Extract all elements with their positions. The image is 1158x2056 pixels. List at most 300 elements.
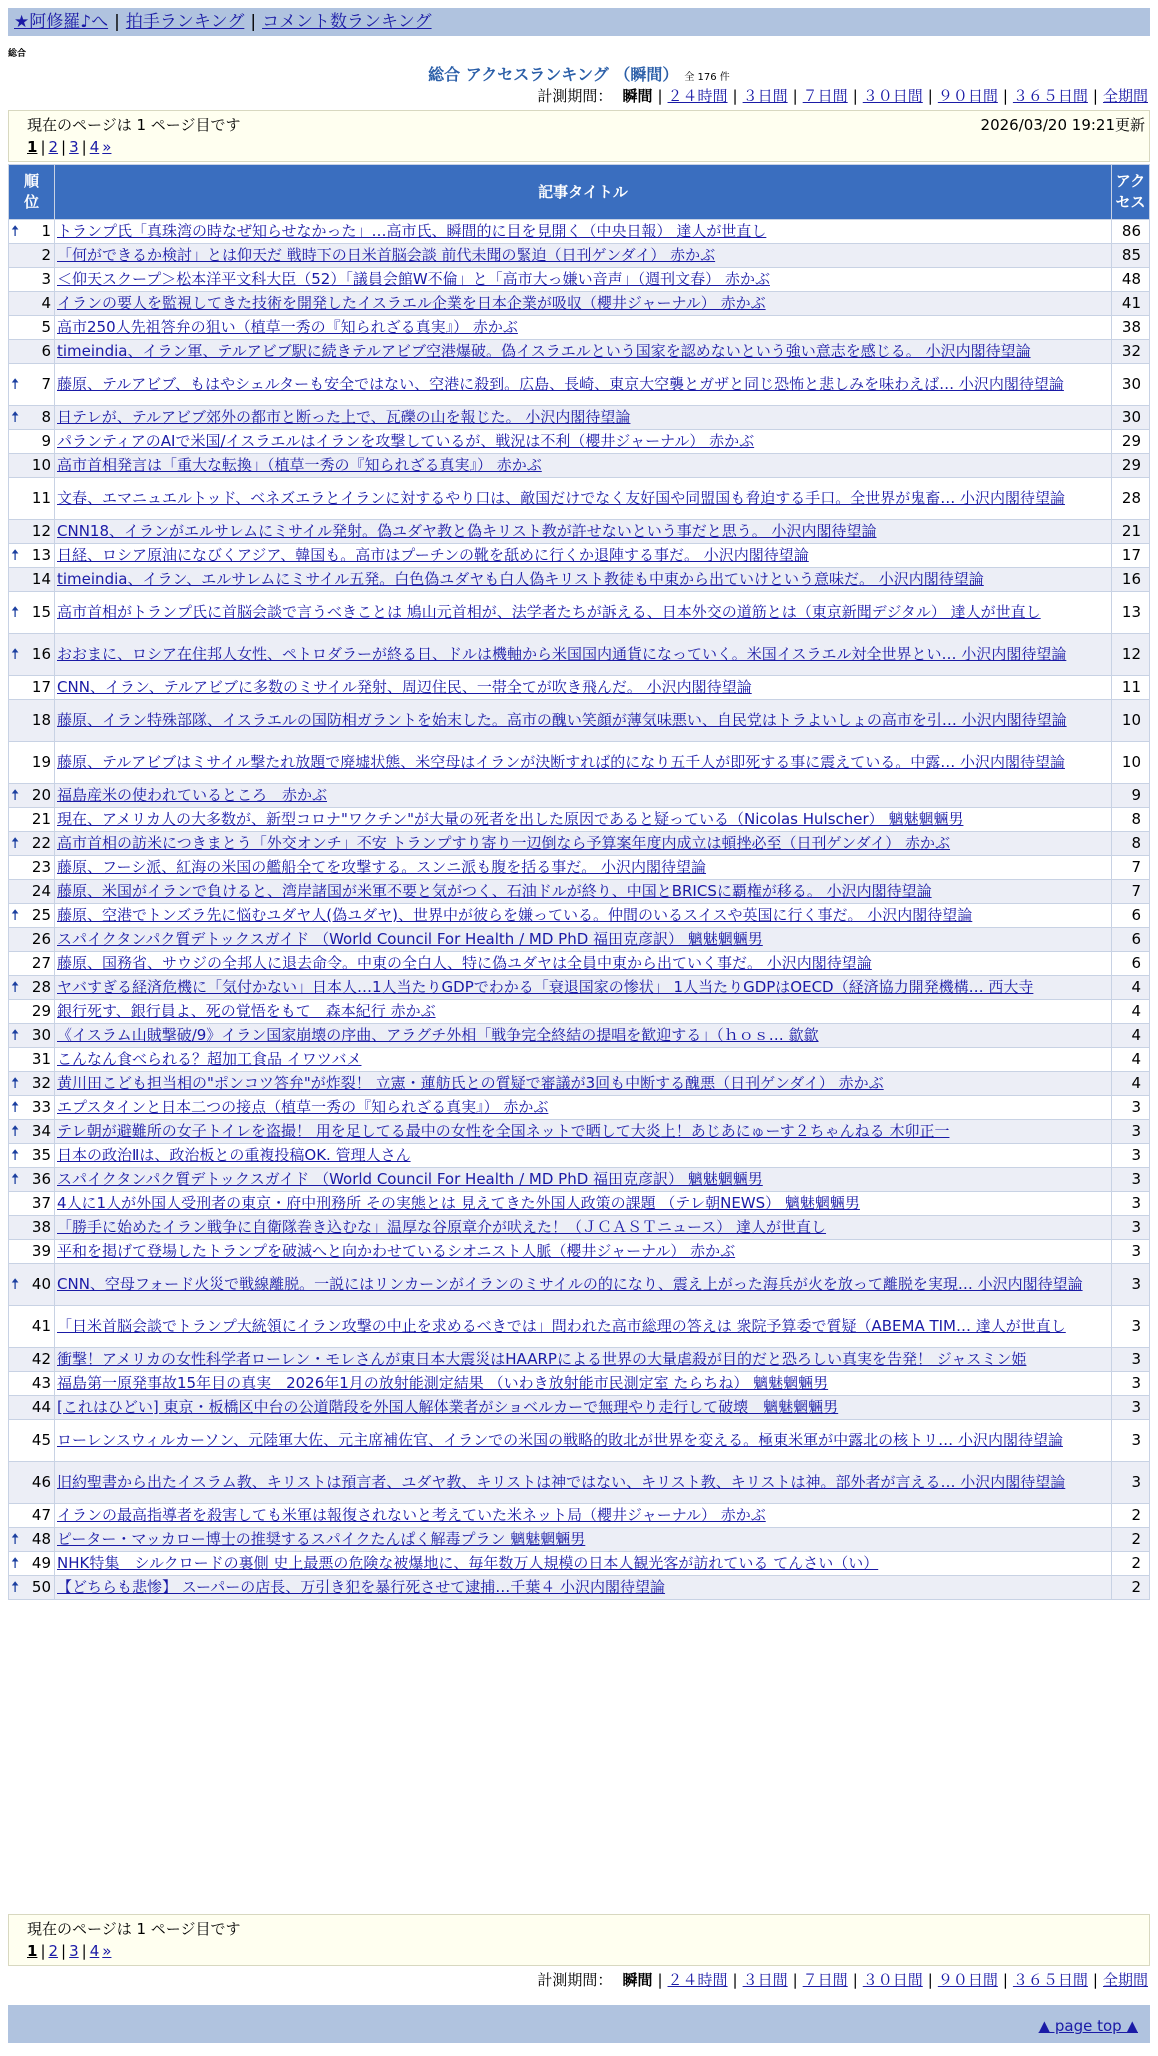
title-cell — [55, 904, 1112, 928]
rank-number: 22 — [31, 834, 51, 852]
rank-cell — [9, 1420, 55, 1462]
article-title-link[interactable]: 4人に1人が外国人受刑者の東京・府中刑務所 その実態とは 見えてきた外国人政策の課題 （テレ朝NEWS） 魑魅魍魎男 — [57, 1194, 860, 1212]
article-title-link[interactable]: 「何ができるか検討」とは仰天だ 戦時下の日米首脳会談 前代未聞の緊迫（日刊ゲンダイ） 赤かぶ — [57, 246, 716, 264]
top-nav-bar — [8, 8, 1150, 36]
rank-number: 2 — [41, 246, 51, 264]
access-count: 10 — [1112, 742, 1150, 784]
access-count: 29 — [1112, 454, 1150, 478]
article-title-link[interactable]: 藤原、フーシ派、紅海の米国の艦船全てを攻撃する。スンニ派も腹を括る事だ。 小沢内閣待望論 — [57, 858, 707, 876]
article-title-link[interactable]: 福島産米の使われているところ 赤かぶ — [57, 786, 328, 804]
article-title-link[interactable]: CNN、イラン、テルアビブに多数のミサイル発射、周辺住民、一帯全てが吹き飛んだ。 小沢内閣待望論 — [57, 678, 752, 696]
rank-number: 32 — [31, 1074, 51, 1092]
article-title-link[interactable]: 高市首相の訪米につきまとう「外交オンチ」不安 トランプすり寄り一辺倒なら予算案年度内成立は頓挫必至（日刊ゲンダイ） 赤かぶ — [57, 834, 951, 852]
pager-current-page: 1 — [27, 138, 38, 156]
article-title-link[interactable]: 黄川田こども担当相の"ポンコツ答弁"が炸裂！ 立憲・蓮舫氏との質疑で審議が3回も中断する醜悪（日刊ゲンダイ） 赤かぶ — [57, 1074, 884, 1092]
period-label: 計測期間： — [537, 1971, 613, 1989]
ranking-row — [9, 1306, 1150, 1348]
title-cell — [55, 1372, 1112, 1396]
col-rank-header: 順位 — [9, 165, 55, 220]
rank-number: 33 — [31, 1098, 51, 1116]
rank-number: 15 — [31, 603, 51, 621]
period-label: 計測期間： — [537, 87, 613, 105]
pager-page-link[interactable]: 4 — [89, 1942, 100, 1960]
ranking-row — [9, 430, 1150, 454]
article-title-link[interactable]: timeindia、イラン、エルサレムにミサイル五発。白色偽ユダヤも白人偽キリスト教徒も中東から出ていけという意味だ。 小沢内閣待望論 — [57, 570, 984, 588]
rank-number: 39 — [31, 1242, 51, 1260]
rank-number: 6 — [41, 342, 51, 360]
ranking-row — [9, 1264, 1150, 1306]
ranking-row — [9, 634, 1150, 676]
rank-cell — [9, 1372, 55, 1396]
article-title-link[interactable]: 文春、エマニュエルトッド、ベネズエラとイランに対するやり口は、敵国だけでなく友好国や同盟国も脅迫する手口。全世界が鬼畜… 小沢内閣待望論 — [57, 489, 1065, 507]
ranking-row — [9, 364, 1150, 406]
updated-timestamp: 2026/03/20 19:21更新 — [980, 116, 1145, 134]
rank-number: 20 — [31, 786, 51, 804]
access-count: 29 — [1112, 430, 1150, 454]
period-link[interactable]: ３０日間 — [862, 87, 923, 105]
rank-number: 23 — [31, 858, 51, 876]
ranking-row — [9, 1048, 1150, 1072]
ranking-row — [9, 1144, 1150, 1168]
access-count: 2 — [1112, 1552, 1150, 1576]
title-cell — [55, 244, 1112, 268]
rank-number: 24 — [31, 882, 51, 900]
access-count: 6 — [1112, 904, 1150, 928]
pager-next-link[interactable]: » — [102, 1942, 112, 1960]
period-link[interactable]: ２４時間 — [667, 1971, 728, 1989]
period-separator: | — [927, 1971, 933, 1989]
rank-cell — [9, 520, 55, 544]
rank-number: 37 — [31, 1194, 51, 1212]
rank-up-arrow-icon: 🠅 — [11, 1074, 20, 1092]
rank-cell — [9, 1264, 55, 1306]
ranking-row — [9, 568, 1150, 592]
title-cell — [55, 1306, 1112, 1348]
rank-cell — [9, 1396, 55, 1420]
nav-separator: | — [250, 12, 257, 32]
rank-cell — [9, 928, 55, 952]
period-link[interactable]: ３日間 — [742, 1971, 788, 1989]
title-cell — [55, 856, 1112, 880]
rank-number: 18 — [31, 711, 51, 729]
ranking-row — [9, 928, 1150, 952]
rank-up-arrow-icon: 🠅 — [11, 1098, 20, 1116]
pager-separator: | — [40, 138, 46, 156]
rank-up-arrow-icon: 🠅 — [11, 603, 20, 621]
article-title-link[interactable]: 藤原、テルアビブ、もはやシェルターも安全ではない、空港に殺到。広島、長崎、東京大空襲とガザと同じ恐怖と悲しみを味わえば… 小沢内閣待望論 — [57, 375, 1064, 393]
access-count: 32 — [1112, 340, 1150, 364]
period-link[interactable]: ３日間 — [742, 87, 788, 105]
period-link[interactable]: ２４時間 — [667, 87, 728, 105]
period-separator: | — [732, 1971, 738, 1989]
rank-cell — [9, 406, 55, 430]
rank-cell — [9, 856, 55, 880]
ranking-row — [9, 784, 1150, 808]
ranking-row — [9, 880, 1150, 904]
access-count: 7 — [1112, 856, 1150, 880]
rank-up-arrow-icon: 🠅 — [11, 1530, 20, 1548]
access-count: 8 — [1112, 808, 1150, 832]
rank-number: 46 — [31, 1473, 51, 1491]
article-title-link[interactable]: 《イスラム山賊撃破/9》イラン国家崩壊の序曲、アラグチ外相「戦争完全終結の提唱を歓迎する」（ｈｏｓ… 歙歙 — [57, 1026, 819, 1044]
period-separator: | — [927, 87, 933, 105]
rank-cell — [9, 1216, 55, 1240]
access-count: 30 — [1112, 406, 1150, 430]
article-title-link[interactable]: 「日米首脳会談でトランプ大統領にイラン攻撃の中止を求めるべきでは」問われた高市総理の答えは 衆院予算委で質疑（ABEMA TIM… 達人が世直し — [57, 1317, 1066, 1335]
rank-number: 43 — [31, 1374, 51, 1392]
ranking-row — [9, 1096, 1150, 1120]
access-count: 2 — [1112, 1504, 1150, 1528]
rank-number: 17 — [31, 678, 51, 696]
access-count: 3 — [1112, 1120, 1150, 1144]
ranking-row — [9, 1396, 1150, 1420]
article-title-link[interactable]: パランティアのAIで米国/イスラエルはイランを攻撃しているが、戦況は不利（櫻井ジャーナル） 赤かぶ — [57, 432, 755, 450]
article-title-link[interactable]: スパイクタンパク質デトックスガイド （World Council For Health / MD PhD 福田克彦訳） 魑魅魍魎男 — [57, 930, 763, 948]
rank-cell — [9, 1120, 55, 1144]
rank-up-arrow-icon: 🠅 — [11, 222, 20, 240]
article-title-link[interactable]: ローレンスウィルカーソン、元陸軍大佐、元主席補佐官、イランでの米国の戦略的敗北が世界を変える。極東米軍が中露北の核トリ… 小沢内閣待望論 — [57, 1431, 1063, 1449]
ranking-row — [9, 220, 1150, 244]
article-title-link[interactable]: トランプ氏「真珠湾の時なぜ知らせなかった」…高市氏、瞬間的に目を見開く（中央日報） 達人が世直し — [57, 222, 767, 240]
article-title-link[interactable]: 日テレが、テルアビブ郊外の都市と断った上で、瓦礫の山を報じた。 小沢内閣待望論 — [57, 408, 631, 426]
pager-page-link[interactable]: 2 — [48, 1942, 59, 1960]
title-cell — [55, 1264, 1112, 1306]
period-selector-top — [537, 85, 1150, 106]
article-title-link[interactable]: 福島第一原発事故15年目の真実 2026年1月の放射能測定結果 （いわき放射能市民測定室 たらちね） 魑魅魍魎男 — [57, 1374, 829, 1392]
period-link[interactable]: ７日間 — [802, 1971, 848, 1989]
rank-cell — [9, 1192, 55, 1216]
rank-up-arrow-icon: 🠅 — [11, 834, 20, 852]
ranking-row — [9, 454, 1150, 478]
rank-number: 7 — [41, 375, 51, 393]
ranking-row — [9, 544, 1150, 568]
period-link[interactable]: ９０日間 — [937, 87, 998, 105]
article-title-link[interactable]: 藤原、テルアビブはミサイル撃たれ放題で廃墟状態、米空母はイランが決断すれば的になり五千人が即死する事に震えている。中露… 小沢内閣待望論 — [57, 753, 1065, 771]
article-title-link[interactable]: エプスタインと日本二つの接点（植草一秀の『知られざる真実』） 赤かぶ — [57, 1098, 549, 1116]
pager-page-link[interactable]: 2 — [48, 138, 59, 156]
access-count: 38 — [1112, 316, 1150, 340]
ranking-row — [9, 1420, 1150, 1462]
ranking-row — [9, 1240, 1150, 1264]
article-title-link[interactable]: CNN、空母フォード火災で戦線離脱。一説にはリンカーンがイランのミサイルの的になり、震え上がった海兵が火を放って離脱を実現… 小沢内閣待望論 — [57, 1275, 1083, 1293]
article-title-link[interactable]: 高市首相発言は「重大な転換」（植草一秀の『知られざる真実』） 赤かぶ — [57, 456, 542, 474]
title-cell — [55, 676, 1112, 700]
ranking-row — [9, 1462, 1150, 1504]
rank-up-arrow-icon: 🠅 — [11, 1122, 20, 1140]
page-top-link[interactable]: ▲ page top ▲ — [1038, 2017, 1138, 2035]
period-link[interactable]: 全期間 — [1102, 87, 1148, 105]
rank-number: 50 — [31, 1578, 51, 1596]
access-count: 6 — [1112, 952, 1150, 976]
title-cell — [55, 544, 1112, 568]
title-cell — [55, 1420, 1112, 1462]
title-cell — [55, 1096, 1112, 1120]
title-cell — [55, 1024, 1112, 1048]
ranking-row — [9, 340, 1150, 364]
access-count: 4 — [1112, 976, 1150, 1000]
pager-page-link[interactable]: 4 — [89, 138, 100, 156]
rank-number: 48 — [31, 1530, 51, 1548]
ranking-row — [9, 676, 1150, 700]
title-cell — [55, 430, 1112, 454]
title-cell — [55, 784, 1112, 808]
rank-number: 3 — [41, 270, 51, 288]
ranking-row — [9, 808, 1150, 832]
ranking-row — [9, 832, 1150, 856]
nav-separator: | — [114, 12, 120, 32]
rank-number: 42 — [31, 1350, 51, 1368]
article-title-link[interactable]: 平和を掲げて登場したトランプを破滅へと向かわせているシオニスト人脈（櫻井ジャーナル） 赤かぶ — [57, 1242, 736, 1260]
pager-page-link[interactable]: 3 — [69, 1942, 79, 1960]
article-title-link[interactable]: [これはひどい] 東京・板橋区中台の公道階段を外国人解体業者がショベルカーで無理やり走行して破壊 魑魅魍魎男 — [57, 1398, 839, 1416]
page-status-box-bottom — [8, 1914, 1150, 1966]
rank-number: 12 — [31, 522, 51, 540]
article-title-link[interactable]: ＜仰天スクープ＞松本洋平文科大臣（52）「議員会館W不倫」と「高市大っ嫌い音声」（週刊文春） 赤かぶ — [57, 270, 770, 288]
article-title-link[interactable]: イランの最高指導者を殺害しても米軍は報復されないと考えていた米ネット局（櫻井ジャーナル） 赤かぶ — [57, 1506, 766, 1524]
rank-up-arrow-icon: 🠅 — [11, 786, 20, 804]
rank-up-arrow-icon: 🠅 — [11, 546, 20, 564]
rank-cell — [9, 544, 55, 568]
title-cell — [55, 364, 1112, 406]
ranking-title-text: 総合 アクセスランキング （瞬間） — [428, 65, 679, 84]
title-cell — [55, 700, 1112, 742]
ranking-row — [9, 1528, 1150, 1552]
access-count: 85 — [1112, 244, 1150, 268]
rank-number: 1 — [41, 222, 51, 240]
title-cell — [55, 268, 1112, 292]
ranking-row — [9, 1372, 1150, 1396]
ranking-row — [9, 1000, 1150, 1024]
rank-up-arrow-icon: 🠅 — [11, 978, 20, 996]
article-title-link[interactable]: 日経、ロシア原油になびくアジア、韓国も。高市はプーチンの靴を舐めに行くか退陣する事だ。 小沢内閣待望論 — [57, 546, 809, 564]
rank-cell — [9, 1462, 55, 1504]
period-separator: | — [657, 87, 663, 105]
period-link[interactable]: ３０日間 — [862, 1971, 923, 1989]
article-title-link[interactable]: 藤原、国務省、サウジの全邦人に退去命令。中東の全白人、特に偽ユダヤは全員中東から出ていく事だ。 小沢内閣待望論 — [57, 954, 872, 972]
title-cell — [55, 592, 1112, 634]
access-count: 2 — [1112, 1576, 1150, 1600]
period-current: 瞬間 — [622, 1971, 653, 1989]
period-separator: | — [732, 87, 738, 105]
article-title-link[interactable]: 「勝手に始めたイラン戦争に自衛隊巻き込むな」温厚な谷原章介が吠えた！（ＪＣＡＳＴニュース） 達人が世直し — [57, 1218, 827, 1236]
access-count: 3 — [1112, 1264, 1150, 1306]
article-title-link[interactable]: 高市首相がトランプ氏に首脳会談で言うべきことは 鳩山元首相が、法学者たちが訴える、日本外交の道筋とは（東京新聞デジタル） 達人が世直し — [57, 603, 1041, 621]
ranking-row — [9, 1120, 1150, 1144]
access-count: 6 — [1112, 928, 1150, 952]
ranking-row — [9, 1348, 1150, 1372]
access-count: 3 — [1112, 1240, 1150, 1264]
nav-home-link[interactable]: ★阿修羅♪へ — [14, 12, 109, 32]
pager-page-link[interactable]: 3 — [69, 138, 79, 156]
title-cell — [55, 1576, 1112, 1600]
access-count: 13 — [1112, 592, 1150, 634]
title-cell — [55, 316, 1112, 340]
rank-up-arrow-icon: 🠅 — [11, 1026, 20, 1044]
rank-cell — [9, 952, 55, 976]
ranking-row — [9, 1216, 1150, 1240]
rank-cell — [9, 316, 55, 340]
article-title-link[interactable]: 現在、アメリカ人の大多数が、新型コロナ"ワクチン"が大量の死者を出した原因であると疑っている（Nicolas Hulscher） 魑魅魍魎男 — [57, 810, 964, 828]
ranking-row — [9, 1072, 1150, 1096]
title-cell — [55, 952, 1112, 976]
rank-up-arrow-icon: 🠅 — [11, 1275, 20, 1293]
rank-cell — [9, 1504, 55, 1528]
title-cell — [55, 1048, 1112, 1072]
title-cell — [55, 808, 1112, 832]
article-title-link[interactable]: NHK特集 シルクロードの裏側 史上最悪の危険な被爆地に、毎年数万人規模の日本人観光客が訪れている てんさい（い） — [57, 1554, 879, 1572]
access-count: 3 — [1112, 1216, 1150, 1240]
article-title-link[interactable]: 藤原、イラン特殊部隊、イスラエルの国防相ガラントを始末した。高市の醜い笑顔が薄気味悪い、自民党はトラよいしょの高市を引… 小沢内閣待望論 — [57, 711, 1067, 729]
rank-cell — [9, 742, 55, 784]
article-title-link[interactable]: 衝撃！アメリカの女性科学者ローレン・モレさんが東日本大震災はHAARPによる世界の大量虐殺が目的だと恐ろしい真実を告発！ ジャスミン姫 — [57, 1350, 1027, 1368]
rank-cell — [9, 454, 55, 478]
rank-cell — [9, 1306, 55, 1348]
article-title-link[interactable]: CNN18、イランがエルサレムにミサイル発射。偽ユダヤ教と偽キリスト教が許せないという事だと思う。 小沢内閣待望論 — [57, 522, 877, 540]
col-access-header: アクセス — [1112, 165, 1150, 220]
rank-number: 16 — [31, 645, 51, 663]
rank-cell — [9, 364, 55, 406]
rank-up-arrow-icon: 🠅 — [11, 906, 20, 924]
article-title-link[interactable]: こんなん食べられる？超加工食品 イワツバメ — [57, 1050, 362, 1068]
access-count: 17 — [1112, 544, 1150, 568]
article-title-link[interactable]: おおまに、ロシア在住邦人女性、ペトロダラーが終る日、ドルは機軸から米国国内通貨になっていく。米国イスラエル対全世界とい… 小沢内閣待望論 — [57, 645, 1067, 663]
title-cell — [55, 520, 1112, 544]
rank-number: 8 — [41, 408, 51, 426]
article-title-link[interactable]: 日本の政治Ⅱは、政治板との重複投稿OK. 管理人さん — [57, 1146, 411, 1164]
rank-cell — [9, 592, 55, 634]
access-count: 3 — [1112, 1144, 1150, 1168]
rank-cell — [9, 676, 55, 700]
article-title-link[interactable]: 高市250人先祖答弁の狙い（植草一秀の『知られざる真実』） 赤かぶ — [57, 318, 518, 336]
ranking-row — [9, 316, 1150, 340]
rank-cell — [9, 1348, 55, 1372]
access-count: 4 — [1112, 1024, 1150, 1048]
col-title-header: 記事タイトル — [55, 165, 1112, 220]
article-title-link[interactable]: 藤原、空港でトンズラ先に悩むユダヤ人(偽ユダヤ)、世界中が彼らを嫌っている。仲間のいるスイスや英国に行く事だ。 小沢内閣待望論 — [57, 906, 973, 924]
rank-number: 36 — [31, 1170, 51, 1188]
ranking-title — [0, 62, 1158, 85]
article-title-link[interactable]: 銀行死す、銀行員よ、死の覚悟をもて 森本紀行 赤かぶ — [57, 1002, 436, 1020]
access-count: 8 — [1112, 832, 1150, 856]
period-link[interactable]: ３６５日間 — [1012, 87, 1088, 105]
access-count: 12 — [1112, 634, 1150, 676]
footer-band — [8, 2005, 1150, 2043]
title-cell — [55, 1144, 1112, 1168]
rank-number: 19 — [31, 753, 51, 771]
rank-number: 31 — [31, 1050, 51, 1068]
article-title-link[interactable]: 藤原、米国がイランで負けると、湾岸諸国が米軍不要と気がつく、石油ドルが終り、中国とBRICSに覇権が移る。 小沢内閣待望論 — [57, 882, 932, 900]
article-title-link[interactable]: 旧約聖書から出たイスラム教、キリストは預言者、ユダヤ教、キリストは神ではない、キリスト教、キリストは神。部外者が言える… 小沢内閣待望論 — [57, 1473, 1066, 1491]
access-count: 7 — [1112, 880, 1150, 904]
rank-cell — [9, 220, 55, 244]
rank-number: 30 — [31, 1026, 51, 1044]
article-title-link[interactable]: ヤバすぎる経済危機に「気付かない」日本人…1人当たりGDPでわかる「衰退国家の惨状」 1人当たりGDPはOECD（経済協力開発機構… 西大寺 — [57, 978, 1034, 996]
period-separator: | — [1092, 1971, 1098, 1989]
period-current: 瞬間 — [622, 87, 653, 105]
ranking-row — [9, 952, 1150, 976]
period-selector-bottom — [537, 1969, 1150, 1990]
access-count: 3 — [1112, 1306, 1150, 1348]
access-count: 3 — [1112, 1420, 1150, 1462]
pager-next-link[interactable]: » — [102, 138, 112, 156]
article-title-link[interactable]: スパイクタンパク質デトックスガイド （World Council For Health / MD PhD 福田克彦訳） 魑魅魍魎男 — [57, 1170, 763, 1188]
article-title-link[interactable]: timeindia、イラン軍、テルアビブ駅に続きテルアビブ空港爆破。偽イスラエルという国家を認めないという強い意志を感じる。 小沢内閣待望論 — [57, 342, 1031, 360]
ranking-row — [9, 478, 1150, 520]
rank-number: 38 — [31, 1218, 51, 1236]
pager-separator: | — [81, 1942, 87, 1960]
rank-number: 28 — [31, 978, 51, 996]
rank-up-arrow-icon: 🠅 — [11, 1578, 20, 1596]
rank-cell — [9, 292, 55, 316]
article-title-link[interactable]: テレ朝が避難所の女子トイレを盗撮！ 用を足してる最中の女性を全国ネットで晒して大炎上！あじあにゅーす２ちゃんねる 木卯正一 — [57, 1122, 950, 1140]
rank-number: 44 — [31, 1398, 51, 1416]
article-title-link[interactable]: ピーター・マッカロー博士の推奨するスパイクたんぱく解毒プラン 魑魅魍魎男 — [57, 1530, 586, 1548]
rank-up-arrow-icon: 🠅 — [11, 375, 20, 393]
title-cell — [55, 1192, 1112, 1216]
pager-separator: | — [40, 1942, 46, 1960]
rank-number: 29 — [31, 1002, 51, 1020]
access-count: 48 — [1112, 268, 1150, 292]
access-count: 28 — [1112, 478, 1150, 520]
article-title-link[interactable]: イランの要人を監視してきた技術を開発したイスラエル企業を日本企業が吸収（櫻井ジャーナル） 赤かぶ — [57, 294, 766, 312]
title-cell — [55, 928, 1112, 952]
access-count: 16 — [1112, 568, 1150, 592]
access-count: 86 — [1112, 220, 1150, 244]
pager-top — [27, 138, 114, 156]
ranking-row — [9, 292, 1150, 316]
rank-up-arrow-icon: 🠅 — [11, 645, 20, 663]
rank-cell — [9, 568, 55, 592]
rank-number: 21 — [31, 810, 51, 828]
rank-number: 40 — [31, 1275, 51, 1293]
period-link[interactable]: ９０日間 — [937, 1971, 998, 1989]
access-count: 2 — [1112, 1528, 1150, 1552]
ranking-row — [9, 1168, 1150, 1192]
title-cell — [55, 1504, 1112, 1528]
article-title-link[interactable]: 【どちらも悲惨】 スーパーの店長、万引き犯を暴行死させて逮捕…千葉４ 小沢内閣待望論 — [57, 1578, 666, 1596]
pager-separator: | — [61, 138, 67, 156]
ranking-row — [9, 1576, 1150, 1600]
period-separator: | — [852, 1971, 858, 1989]
rank-cell — [9, 1144, 55, 1168]
title-cell — [55, 454, 1112, 478]
access-count: 4 — [1112, 1048, 1150, 1072]
rank-up-arrow-icon: 🠅 — [11, 1554, 20, 1572]
period-link[interactable]: ７日間 — [802, 87, 848, 105]
period-separator: | — [657, 1971, 663, 1989]
rank-number: 47 — [31, 1506, 51, 1524]
ranking-row — [9, 244, 1150, 268]
rank-cell — [9, 1048, 55, 1072]
rank-number: 4 — [41, 294, 51, 312]
access-count: 41 — [1112, 292, 1150, 316]
ranking-row — [9, 976, 1150, 1000]
period-link[interactable]: 全期間 — [1102, 1971, 1148, 1989]
ranking-row — [9, 1024, 1150, 1048]
pager-separator: | — [81, 138, 87, 156]
nav-clap-ranking-link[interactable]: 拍手ランキング — [125, 12, 245, 32]
rank-cell — [9, 430, 55, 454]
category-label: 総合 — [8, 49, 27, 59]
title-cell — [55, 1348, 1112, 1372]
title-cell — [55, 880, 1112, 904]
ranking-row — [9, 268, 1150, 292]
access-count: 3 — [1112, 1348, 1150, 1372]
rank-up-arrow-icon: 🠅 — [11, 1146, 20, 1164]
access-count: 9 — [1112, 784, 1150, 808]
nav-comment-ranking-link[interactable]: コメント数ランキング — [262, 12, 432, 32]
period-link[interactable]: ３６５日間 — [1012, 1971, 1088, 1989]
